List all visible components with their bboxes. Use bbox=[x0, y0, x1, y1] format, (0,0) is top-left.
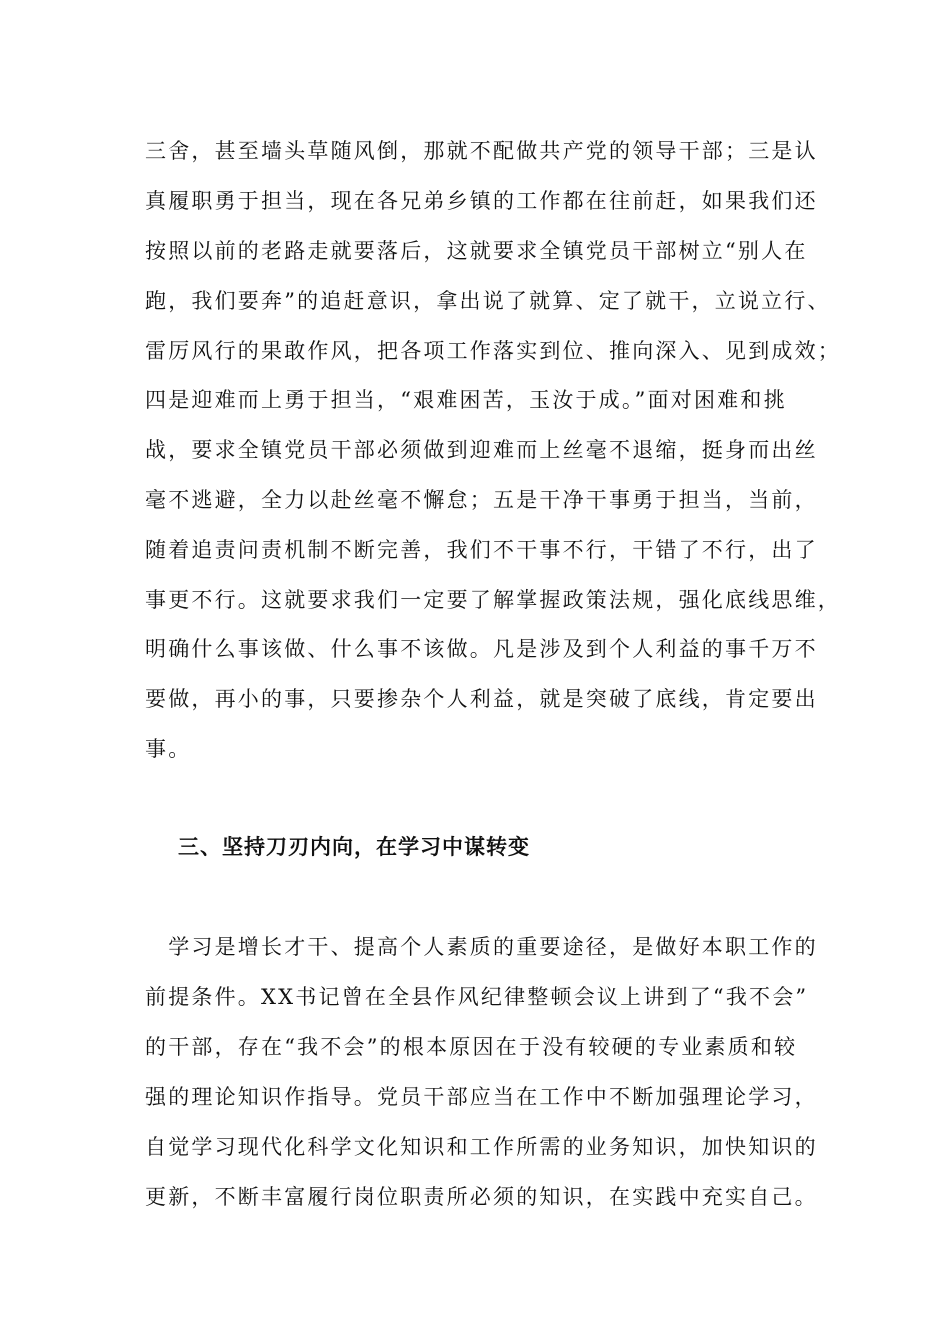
section-heading: 三、坚持刀刃内向，在学习中谋转变 bbox=[178, 834, 530, 859]
text-line: 随着追责问责机制不断完善，我们不干事不行，干错了不行，出了 bbox=[145, 538, 818, 562]
text-line: 跑，我们要奔”的追赶意识，拿出说了就算、定了就干，立说立行、 bbox=[145, 289, 831, 313]
text-line: 三舍，甚至墙头草随风倒，那就不配做共产党的领导干部；三是认 bbox=[145, 139, 818, 163]
text-line: 学习是增长才干、提高个人素质的重要途径，是做好本职工作的 bbox=[145, 935, 818, 959]
text-line: 按照以前的老路走就要落后，这就要求全镇党员干部树立“别人在 bbox=[145, 239, 808, 263]
text-line: 战，要求全镇党员干部必须做到迎难而上丝毫不退缩，挺身而出丝 bbox=[145, 438, 818, 462]
text-line: 强的理论知识作指导。党员干部应当在工作中不断加强理论学习， bbox=[145, 1085, 818, 1109]
text-line: 毫不逃避，全力以赴丝毫不懈怠；五是干净干事勇于担当，当前， bbox=[145, 488, 818, 512]
text-line: 要做，再小的事，只要掺杂个人利益，就是突破了底线，肯定要出 bbox=[145, 687, 818, 711]
text-line: 自觉学习现代化科学文化知识和工作所需的业务知识，加快知识的 bbox=[145, 1135, 818, 1159]
text-line: 事。 bbox=[145, 737, 192, 761]
text-line: 四是迎难而上勇于担当，“艰难困苦，玉汝于成。”面对困难和挑 bbox=[145, 388, 787, 412]
text-line: 雷厉风行的果敢作风，把各项工作落实到位、推向深入、见到成效； bbox=[145, 339, 841, 363]
text-line: 真履职勇于担当，现在各兄弟乡镇的工作都在往前赶，如果我们还 bbox=[145, 189, 818, 213]
text-line: 事更不行。这就要求我们一定要了解掌握政策法规，强化底线思维， bbox=[145, 588, 841, 612]
text-line: 明确什么事该做、什么事不该做。凡是涉及到个人利益的事千万不 bbox=[145, 637, 818, 661]
text-line: 的干部，存在“我不会”的根本原因在于没有较硬的专业素质和较 bbox=[145, 1035, 798, 1059]
text-line: 前提条件。XX书记曾在全县作风纪律整顿会议上讲到了“我不会” bbox=[145, 985, 809, 1009]
text-line: 更新，不断丰富履行岗位职责所必须的知识，在实践中充实自己。 bbox=[145, 1185, 818, 1209]
